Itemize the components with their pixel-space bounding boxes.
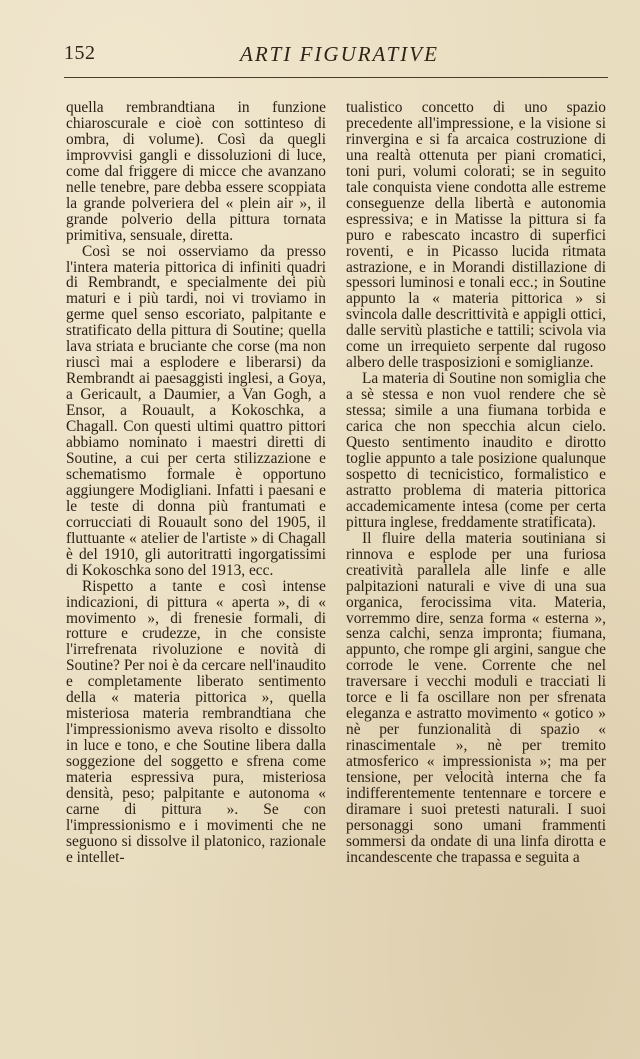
paragraph: quella rembrandtiana in funzione chiaroscurale e cioè con sottinteso di ombra, di volume). Così da quegli improvvisi gangli e dissoluzioni di luce, come dal friggere di micce che avanzano nelle tenebre, pare debba essere scoppiata la grande polveriera del « plein air », il grande polverio della pittura tornata primitiva, sensuale, diretta.	[66, 99, 326, 244]
paragraph: Rispetto a tante e così intense indicazioni, di pittura « aperta », di « movimento », di frenesie formali, di rotture e crudezze, in che consiste l'irrefrenata rivoluzione e novità di Soutine? Per noi è da cercare nell'inaudito e completamente liberato sentimento della « materia pittorica », quella misteriosa materia rembrandtiana che l'impressionismo aveva risolto e dissolto in luce e tono, e che Soutine libera dalla soggezione del soggetto e sfrena come materia espressiva pura, misteriosa densità, peso; palpitante e autonoma « carne di pittura ». Se con l'impressionismo e i movimenti che ne seguono si dissolve il platonico, razionale e intellet-	[66, 577, 326, 866]
header-rule	[64, 77, 608, 78]
page-header	[64, 38, 604, 74]
paragraph: La materia di Soutine non somiglia che a sè stessa e non vuol rendere che sè stessa; simile a una fiumana torbida e carica che non specchia alcun cielo. Questo sentimento inaudito e dirotto toglie appunto a tale posizione qualunque sospetto di tecnicistico, formalistico e astratto problema di materia pittorica accademicamente intesa (come per certa pittura inglese, freddamente stratificata).	[346, 370, 606, 531]
paragraph: Il fluire della materia soutiniana si rinnova e esplode per una furiosa creatività parallela alle linfe e alle palpitazioni naturali e vive di una sua organica, ferocissima vita. Materia, vorremmo dire, senza forma « esterna », senza calchi, senza impronta; fiumana, appunto, che rompe gli argini, sangue che corrode le vene. Corrente che nel traversare i vecchi moduli e tracciati li torce e li fa oscillare non per sfrenata eleganza e astratto movimento « gotico » nè per funzionalità di spazio « rinascimentale », nè per tremito atmosferico « impressionista »; ma per tensione, per velocità interna che fa indifferentemente tentennare e torcere e diramare i suoi pretesti naturali. I suoi personaggi sono umani frammenti sommersi da ondate di una linfa dirotta e incandescente che trapassa e seguita a	[346, 529, 606, 866]
left-column	[66, 100, 326, 866]
running-title: ARTI FIGURATIVE	[240, 42, 439, 66]
page-number: 152	[64, 42, 96, 64]
paragraph: tualistico concetto di uno spazio precedente all'impressione, e la visione si rinvergina e si fa arcaica costruzione di una realtà ottenuta per piani cromatici, toni puri, volumi colorati; se in seguito tale conquista viene condotta alle estreme conseguenze della libertà e autonomia espressiva; e in Matisse la pittura si fa puro e rabescato incastro di superfici roventi, e in Picasso lucida ritmata astrazione, e in Morandi distillazione di spessori luminosi e tonali ecc.; in Soutine appunto la « materia pittorica » si svincola dalle descrittività e appigli ottici, dalle servitù plastiche e tattili; scivola via come un irrequieto serpente dal rugoso albero delle trasposizioni e somiglianze.	[346, 99, 606, 372]
right-column	[346, 100, 606, 866]
paragraph: Così se noi osserviamo da presso l'intera materia pittorica di infiniti quadri di Rembrandt, e specialmente dei più maturi e i più tardi, noi vi troviamo in germe quel senso escoriato, palpitante e stratificato della pittura di Soutine; quella lava striata e bruciante che corse (ma non riuscì mai a esplodere e liberarsi) da Rembrandt ai paesaggisti inglesi, a Goya, a Gericault, a Daumier, a Van Gogh, a Ensor, a Rouault, a Kokoschka, a Chagall. Con questi ultimi quattro pittori abbiamo nominato i maestri diretti di Soutine, a cui per certa stilizzazione e schematismo formale è opportuno aggiungere Modigliani. Infatti i paesani e le teste di donna più frantumati e corrucciati di Rouault sono del 1905, il fluttuante « atelier de l'artiste » di Chagall è del 1910, gli autoritratti ingorgatissimi di Kokoschka sono del 1913, ecc.	[66, 242, 326, 579]
